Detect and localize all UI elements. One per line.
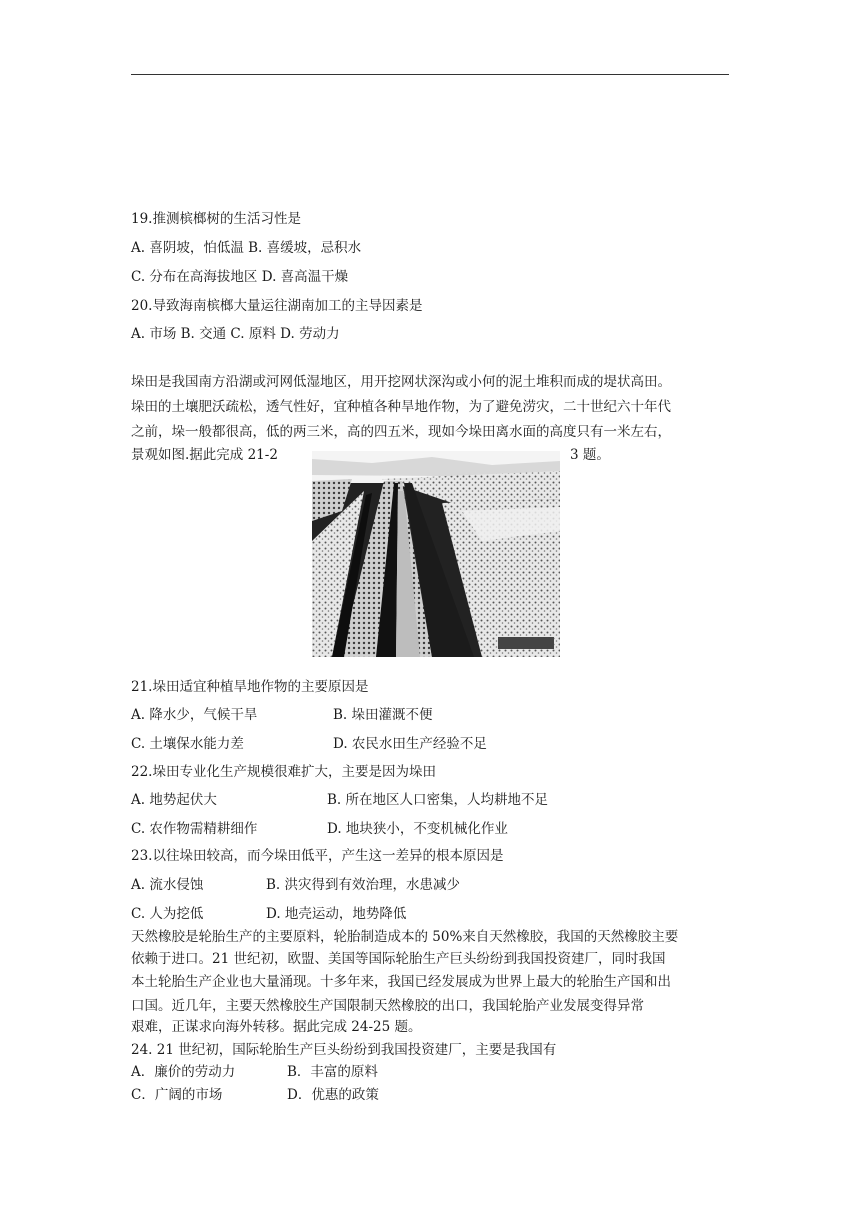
- q21-option-a: A. 降水少，气候干旱: [131, 707, 258, 723]
- q20-stem: 20.导致海南槟榔大量运往湖南加工的主导因素是: [131, 298, 423, 314]
- q24-option-a: A．廉价的劳动力: [131, 1064, 236, 1080]
- passage1-line3: 之前，垛一般都很高，低的两三米，高的四五米，现如今垛田离水面的高度只有一米左右，: [131, 424, 671, 440]
- q23-option-b: B. 洪灾得到有效治理，水患减少: [266, 877, 461, 893]
- passage1-line4-end: 3 题。: [570, 447, 610, 463]
- q21-option-c: C. 土壤保水能力差: [131, 736, 244, 752]
- q21-option-d: D. 农民水田生产经验不足: [333, 736, 487, 752]
- q20-options: A. 市场 B. 交通 C. 原料 D. 劳动力: [131, 326, 340, 342]
- passage1-line1: 垛田是我国南方沿湖或河网低湿地区，用开挖网状深沟或小何的泥土堆积而成的堤状高田。: [131, 374, 671, 390]
- q19-options-cd: C. 分布在高海拔地区 D. 喜高温干燥: [131, 269, 349, 285]
- duotian-landscape-photo: [312, 451, 560, 657]
- q23-option-c: C. 人为挖低: [131, 906, 204, 922]
- passage2-line1: 天然橡胶是轮胎生产的主要原料，轮胎制造成本的 50%来自天然橡胶，我国的天然橡胶主要: [131, 929, 679, 945]
- q24-option-d: D．优惠的政策: [287, 1087, 379, 1103]
- q23-option-a: A. 流水侵蚀: [131, 877, 204, 893]
- passage2-line2: 依赖于进口。21 世纪初，欧盟、美国等国际轮胎生产巨头纷纷到我国投资建厂，同时我国: [131, 951, 666, 967]
- passage2-line3: 本土轮胎生产企业也大量涌现。十多年来，我国已经发展成为世界上最大的轮胎生产国和出: [131, 974, 671, 990]
- passage2-line4: 口国。近几年，主要天然橡胶生产国限制天然橡胶的出口，我国轮胎产业发展变得异常: [131, 998, 644, 1014]
- q23-stem: 23.以往垛田较高，而今垛田低平，产生这一差异的根本原因是: [131, 848, 504, 864]
- header-rule: [131, 74, 729, 75]
- q21-stem: 21.垛田适宜种植旱地作物的主要原因是: [131, 679, 369, 695]
- q23-option-d: D. 地壳运动，地势降低: [266, 906, 407, 922]
- q22-option-a: A. 地势起伏大: [131, 792, 217, 808]
- passage2-line5: 艰难，正谋求向海外转移。据此完成 24-25 题。: [131, 1019, 422, 1035]
- q24-option-b: B．丰富的原料: [287, 1064, 378, 1080]
- q22-option-b: B. 所在地区人口密集，人均耕地不足: [327, 792, 549, 808]
- q22-option-d: D. 地块狭小，不变机械化作业: [327, 821, 508, 837]
- q19-stem: 19.推测槟榔树的生活习性是: [131, 211, 301, 227]
- passage1-line4-start: 景观如图.据此完成 21-2: [131, 447, 278, 463]
- q22-stem: 22.垛田专业化生产规模很难扩大，主要是因为垛田: [131, 764, 436, 780]
- q19-options-ab: A. 喜阴坡，怕低温 B. 喜缓坡，忌积水: [131, 240, 362, 256]
- q21-option-b: B. 垛田灌溉不便: [333, 707, 433, 723]
- q24-option-c: C．广阔的市场: [131, 1087, 223, 1103]
- q22-option-c: C. 农作物需精耕细作: [131, 821, 258, 837]
- q24-stem: 24. 21 世纪初，国际轮胎生产巨头纷纷到我国投资建厂，主要是我国有: [131, 1042, 557, 1058]
- passage1-line2: 垛田的土壤肥沃疏松，透气性好，宜种植各种旱地作物，为了避免涝灾，二十世纪六十年代: [131, 399, 671, 415]
